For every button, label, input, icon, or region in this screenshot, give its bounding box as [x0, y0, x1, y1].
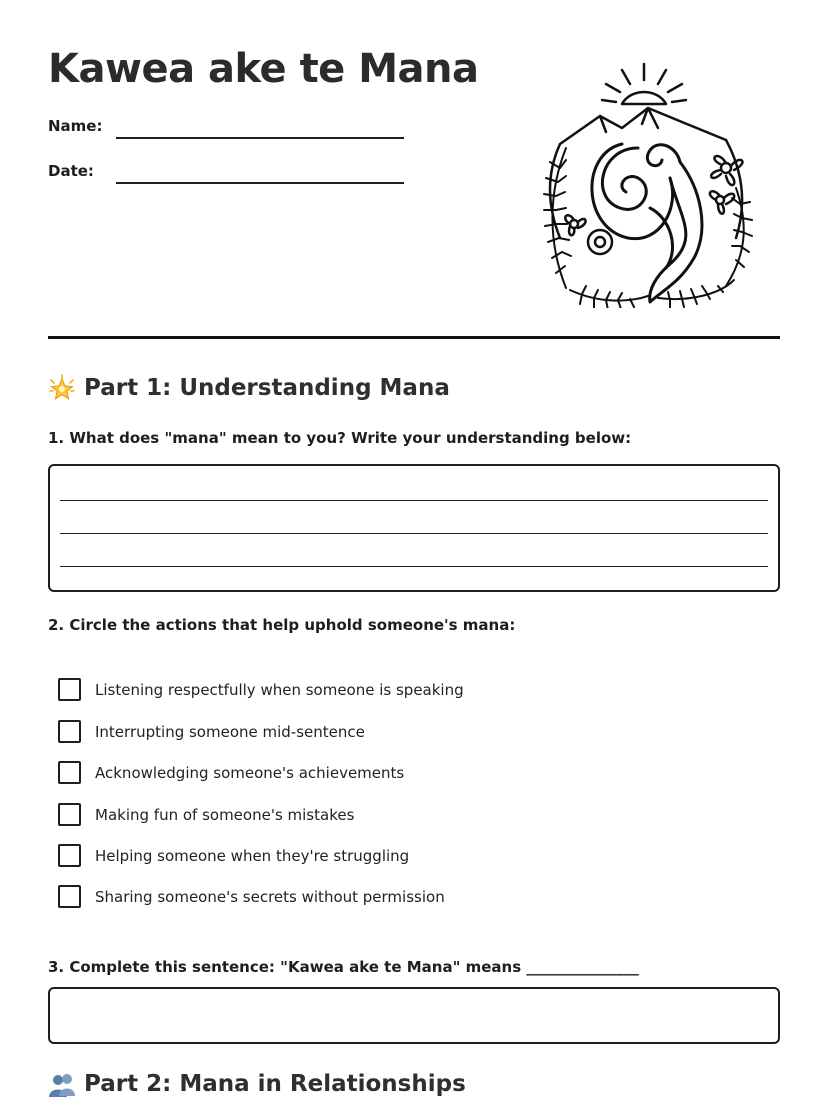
writing-line	[60, 500, 768, 501]
section-divider	[48, 336, 780, 339]
action-option	[58, 720, 365, 743]
sun-icon	[602, 64, 686, 104]
action-checkbox[interactable]	[58, 803, 81, 826]
action-option-label: Listening respectfully when someone is speaking	[95, 680, 464, 699]
action-checkbox[interactable]	[58, 885, 81, 908]
mountain-icon	[560, 108, 726, 144]
action-checkbox[interactable]	[58, 844, 81, 867]
part1-heading	[48, 374, 450, 402]
date-field[interactable]	[116, 182, 404, 184]
action-option-label: Sharing someone's secrets without permission	[95, 887, 445, 906]
people-silhouette-icon	[48, 1070, 76, 1098]
answer-box-q3[interactable]	[48, 987, 780, 1044]
action-option	[58, 761, 404, 784]
koru-emblem-illustration	[530, 58, 764, 308]
worksheet-title: Kawea ake te Mana	[48, 46, 479, 92]
answer-box-q1[interactable]	[48, 464, 780, 592]
koru-spiral-icon	[592, 144, 702, 302]
question-1: 1. What does "mana" mean to you? Write your understanding below:	[48, 429, 632, 447]
writing-line	[60, 566, 768, 567]
part1-heading-text: Part 1: Understanding Mana	[84, 375, 450, 401]
action-checkbox[interactable]	[58, 761, 81, 784]
question-3: 3. Complete this sentence: "Kawea ake te Mana" means _______________	[48, 958, 639, 976]
action-checkbox[interactable]	[58, 678, 81, 701]
action-option	[58, 678, 464, 701]
action-option-label: Interrupting someone mid-sentence	[95, 722, 365, 741]
action-option-label: Making fun of someone's mistakes	[95, 805, 355, 824]
action-option	[58, 844, 409, 867]
action-option	[58, 803, 354, 826]
date-label: Date:	[48, 162, 94, 180]
question-2: 2. Circle the actions that help uphold someone's mana:	[48, 616, 516, 634]
name-label: Name:	[48, 117, 103, 135]
part2-heading-text: Part 2: Mana in Relationships	[84, 1071, 466, 1097]
glowing-star-icon	[48, 374, 76, 402]
name-field[interactable]	[116, 137, 404, 139]
part2-heading	[48, 1070, 466, 1098]
action-option-label: Helping someone when they're struggling	[95, 846, 410, 865]
action-checkbox[interactable]	[58, 720, 81, 743]
writing-line	[60, 533, 768, 534]
action-option	[58, 885, 445, 908]
action-option-label: Acknowledging someone's achievements	[95, 763, 405, 782]
